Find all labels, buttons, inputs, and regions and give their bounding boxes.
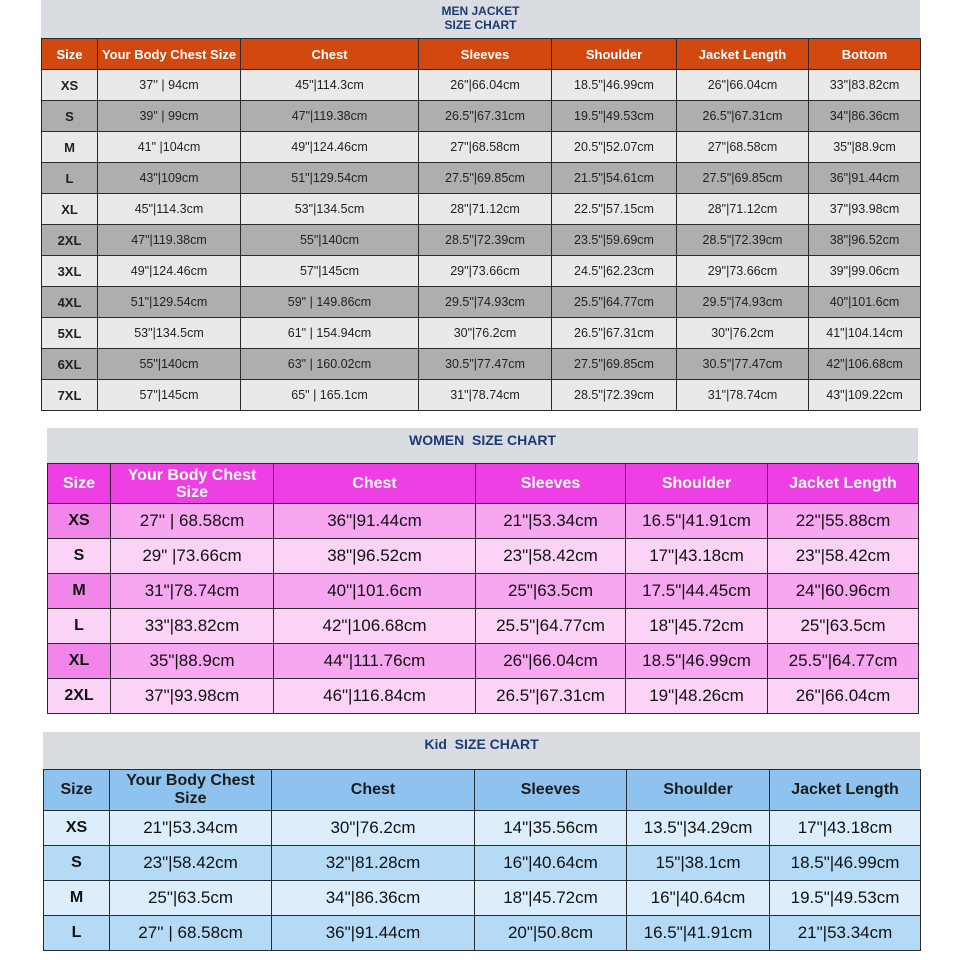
men-measurement-cell: 26.5"|67.31cm [419,101,552,132]
kid-measurement-cell: 17"|43.18cm [770,811,921,846]
kid-measurement-cell: 34"|86.36cm [272,881,475,916]
men-measurement-cell: 23.5"|59.69cm [552,225,677,256]
kid-table-row [44,916,921,951]
men-measurement-cell: 29"|73.66cm [419,256,552,287]
men-column-header: Jacket Length [677,39,809,70]
kid-measurement-cell: 27'' | 68.58cm [110,916,272,951]
women-measurement-cell: 24"|60.96cm [768,574,919,609]
men-measurement-cell: 31"|78.74cm [419,380,552,411]
kid-table-row [44,846,921,881]
women-measurement-cell: 17.5"|44.45cm [626,574,768,609]
women-measurement-cell: 36"|91.44cm [274,504,476,539]
men-measurement-cell: 34"|86.36cm [809,101,921,132]
men-size-cell: 4XL [42,287,98,318]
kid-size-cell: L [44,916,110,951]
men-measurement-cell: 41" |104cm [98,132,241,163]
kid-column-header: Sleeves [475,770,627,811]
men-measurement-cell: 53"|134.5cm [241,194,419,225]
kid-measurement-cell: 30"|76.2cm [272,811,475,846]
men-measurement-cell: 30"|76.2cm [419,318,552,349]
women-table-body [48,504,919,714]
women-measurement-cell: 19"|48.26cm [626,679,768,714]
women-column-header: Sleeves [476,464,626,504]
kid-measurement-cell: 16"|40.64cm [627,881,770,916]
kid-table-row [44,881,921,916]
women-measurement-cell: 26"|66.04cm [768,679,919,714]
men-measurement-cell: 25.5"|64.77cm [552,287,677,318]
men-table-body [42,70,921,411]
men-size-chart [41,0,920,411]
men-title-line1: MEN JACKET [441,4,520,18]
men-table-row [42,163,921,194]
men-column-header: Size [42,39,98,70]
women-measurement-cell: 18.5"|46.99cm [626,644,768,679]
men-size-cell: 2XL [42,225,98,256]
men-measurement-cell: 45"|114.3cm [98,194,241,225]
men-table-row [42,225,921,256]
women-measurement-cell: 23"|58.42cm [476,539,626,574]
women-measurement-cell: 16.5"|41.91cm [626,504,768,539]
women-measurement-cell: 25.5"|64.77cm [768,644,919,679]
men-size-cell: 3XL [42,256,98,287]
men-column-header: Your Body Chest Size [98,39,241,70]
kid-measurement-cell: 15"|38.1cm [627,846,770,881]
women-size-cell: S [48,539,111,574]
women-size-cell: XS [48,504,111,539]
kid-column-header: Size [44,770,110,811]
women-measurement-cell: 25.5"|64.77cm [476,609,626,644]
men-measurement-cell: 27.5"|69.85cm [552,349,677,380]
men-measurement-cell: 40"|101.6cm [809,287,921,318]
men-measurement-cell: 37'' | 94cm [98,70,241,101]
men-measurement-cell: 27.5"|69.85cm [677,163,809,194]
men-measurement-cell: 28"|71.12cm [419,194,552,225]
women-size-cell: 2XL [48,679,111,714]
women-size-table [47,463,919,714]
women-table-row [48,504,919,539]
men-measurement-cell: 65" | 165.1cm [241,380,419,411]
men-measurement-cell: 61" | 154.94cm [241,318,419,349]
men-size-cell: 6XL [42,349,98,380]
men-measurement-cell: 47"|119.38cm [241,101,419,132]
men-measurement-cell: 28.5"|72.39cm [677,225,809,256]
kid-column-header: Jacket Length [770,770,921,811]
women-measurement-cell: 26.5"|67.31cm [476,679,626,714]
kid-measurement-cell: 18.5"|46.99cm [770,846,921,881]
men-size-cell: XL [42,194,98,225]
women-measurement-cell: 25"|63.5cm [768,609,919,644]
men-measurement-cell: 27"|68.58cm [419,132,552,163]
men-measurement-cell: 26.5"|67.31cm [677,101,809,132]
kid-header-row [44,770,921,811]
women-table-row [48,574,919,609]
men-measurement-cell: 55"|140cm [241,225,419,256]
women-table-row [48,539,919,574]
women-measurement-cell: 35"|88.9cm [111,644,274,679]
kid-title-word: Kid [424,736,447,752]
kid-table-body [44,811,921,951]
women-column-header: Chest [274,464,476,504]
men-measurement-cell: 20.5"|52.07cm [552,132,677,163]
women-measurement-cell: 46"|116.84cm [274,679,476,714]
women-measurement-cell: 37"|93.98cm [111,679,274,714]
men-measurement-cell: 47"|119.38cm [98,225,241,256]
men-measurement-cell: 49"|124.46cm [241,132,419,163]
kid-size-cell: XS [44,811,110,846]
men-measurement-cell: 27"|68.58cm [677,132,809,163]
women-measurement-cell: 27'' | 68.58cm [111,504,274,539]
men-measurement-cell: 29.5"|74.93cm [419,287,552,318]
men-measurement-cell: 19.5"|49.53cm [552,101,677,132]
women-column-header: Shoulder [626,464,768,504]
men-table-row [42,349,921,380]
kid-measurement-cell: 36"|91.44cm [272,916,475,951]
men-measurement-cell: 30.5"|77.47cm [419,349,552,380]
men-size-cell: 7XL [42,380,98,411]
women-chart-title [47,428,918,463]
kid-measurement-cell: 21"|53.34cm [110,811,272,846]
kid-size-table [43,769,921,951]
women-measurement-cell: 31"|78.74cm [111,574,274,609]
women-column-header: Size [48,464,111,504]
men-measurement-cell: 30"|76.2cm [677,318,809,349]
kid-size-chart [43,732,920,951]
men-measurement-cell: 26"|66.04cm [677,70,809,101]
men-measurement-cell: 63" | 160.02cm [241,349,419,380]
men-column-header: Sleeves [419,39,552,70]
men-measurement-cell: 39" | 99cm [98,101,241,132]
men-table-row [42,287,921,318]
men-measurement-cell: 37"|93.98cm [809,194,921,225]
men-measurement-cell: 28.5"|72.39cm [552,380,677,411]
men-table-row [42,380,921,411]
men-measurement-cell: 39"|99.06cm [809,256,921,287]
kid-measurement-cell: 32"|81.28cm [272,846,475,881]
kid-column-header: Chest [272,770,475,811]
kid-size-cell: S [44,846,110,881]
men-column-header: Shoulder [552,39,677,70]
men-measurement-cell: 49"|124.46cm [98,256,241,287]
women-measurement-cell: 44"|111.76cm [274,644,476,679]
men-size-cell: XS [42,70,98,101]
men-measurement-cell: 26"|66.04cm [419,70,552,101]
kid-column-header: Shoulder [627,770,770,811]
men-column-header: Bottom [809,39,921,70]
kid-measurement-cell: 25"|63.5cm [110,881,272,916]
women-measurement-cell: 29" |73.66cm [111,539,274,574]
men-table-row [42,132,921,163]
men-size-table [41,38,921,411]
women-column-header: Jacket Length [768,464,919,504]
kid-measurement-cell: 21"|53.34cm [770,916,921,951]
men-measurement-cell: 21.5"|54.61cm [552,163,677,194]
women-measurement-cell: 17"|43.18cm [626,539,768,574]
men-measurement-cell: 24.5"|62.23cm [552,256,677,287]
women-measurement-cell: 38"|96.52cm [274,539,476,574]
men-measurement-cell: 43"|109.22cm [809,380,921,411]
women-table-row [48,679,919,714]
men-measurement-cell: 28.5"|72.39cm [419,225,552,256]
men-size-cell: S [42,101,98,132]
women-size-cell: L [48,609,111,644]
kid-measurement-cell: 23"|58.42cm [110,846,272,881]
men-chart-title [41,0,920,38]
women-table-row [48,609,919,644]
kid-table-row [44,811,921,846]
women-measurement-cell: 18"|45.72cm [626,609,768,644]
kid-size-cell: M [44,881,110,916]
men-measurement-cell: 26.5"|67.31cm [552,318,677,349]
men-column-header: Chest [241,39,419,70]
men-measurement-cell: 42"|106.68cm [809,349,921,380]
women-measurement-cell: 40"|101.6cm [274,574,476,609]
women-size-chart [47,428,918,714]
men-measurement-cell: 28"|71.12cm [677,194,809,225]
women-table-row [48,644,919,679]
men-size-cell: L [42,163,98,194]
men-size-cell: 5XL [42,318,98,349]
women-measurement-cell: 42"|106.68cm [274,609,476,644]
kid-measurement-cell: 16"|40.64cm [475,846,627,881]
men-measurement-cell: 29.5"|74.93cm [677,287,809,318]
men-measurement-cell: 29"|73.66cm [677,256,809,287]
kid-chart-title [43,732,920,769]
men-measurement-cell: 55"|140cm [98,349,241,380]
kid-measurement-cell: 16.5"|41.91cm [627,916,770,951]
men-measurement-cell: 27.5"|69.85cm [419,163,552,194]
kid-measurement-cell: 13.5"|34.29cm [627,811,770,846]
kid-measurement-cell: 14"|35.56cm [475,811,627,846]
women-measurement-cell: 25"|63.5cm [476,574,626,609]
men-measurement-cell: 57"|145cm [241,256,419,287]
women-column-header: Your Body Chest Size [111,464,274,504]
men-measurement-cell: 59" | 149.86cm [241,287,419,318]
men-table-row [42,101,921,132]
men-measurement-cell: 30.5"|77.47cm [677,349,809,380]
kid-measurement-cell: 20"|50.8cm [475,916,627,951]
men-table-row [42,194,921,225]
women-measurement-cell: 21"|53.34cm [476,504,626,539]
men-measurement-cell: 53"|134.5cm [98,318,241,349]
kid-measurement-cell: 19.5"|49.53cm [770,881,921,916]
men-table-row [42,70,921,101]
men-header-row [42,39,921,70]
men-measurement-cell: 35"|88.9cm [809,132,921,163]
men-measurement-cell: 36"|91.44cm [809,163,921,194]
men-measurement-cell: 57"|145cm [98,380,241,411]
men-measurement-cell: 38"|96.52cm [809,225,921,256]
men-table-row [42,256,921,287]
men-size-cell: M [42,132,98,163]
women-measurement-cell: 22"|55.88cm [768,504,919,539]
kid-column-header: Your Body Chest Size [110,770,272,811]
kid-title-rest: SIZE CHART [454,736,539,752]
women-measurement-cell: 33"|83.82cm [111,609,274,644]
women-measurement-cell: 26"|66.04cm [476,644,626,679]
men-measurement-cell: 22.5"|57.15cm [552,194,677,225]
men-measurement-cell: 41"|104.14cm [809,318,921,349]
men-measurement-cell: 43"|109cm [98,163,241,194]
women-size-cell: XL [48,644,111,679]
men-table-row [42,318,921,349]
women-title-word: WOMEN [409,432,465,448]
women-measurement-cell: 23"|58.42cm [768,539,919,574]
men-measurement-cell: 31"|78.74cm [677,380,809,411]
women-header-row [48,464,919,504]
men-measurement-cell: 45"|114.3cm [241,70,419,101]
men-measurement-cell: 51"|129.54cm [98,287,241,318]
men-measurement-cell: 33"|83.82cm [809,70,921,101]
men-measurement-cell: 51"|129.54cm [241,163,419,194]
women-title-rest: SIZE CHART [472,432,556,448]
kid-measurement-cell: 18"|45.72cm [475,881,627,916]
women-size-cell: M [48,574,111,609]
men-title-line2: SIZE CHART [444,18,517,32]
men-measurement-cell: 18.5"|46.99cm [552,70,677,101]
